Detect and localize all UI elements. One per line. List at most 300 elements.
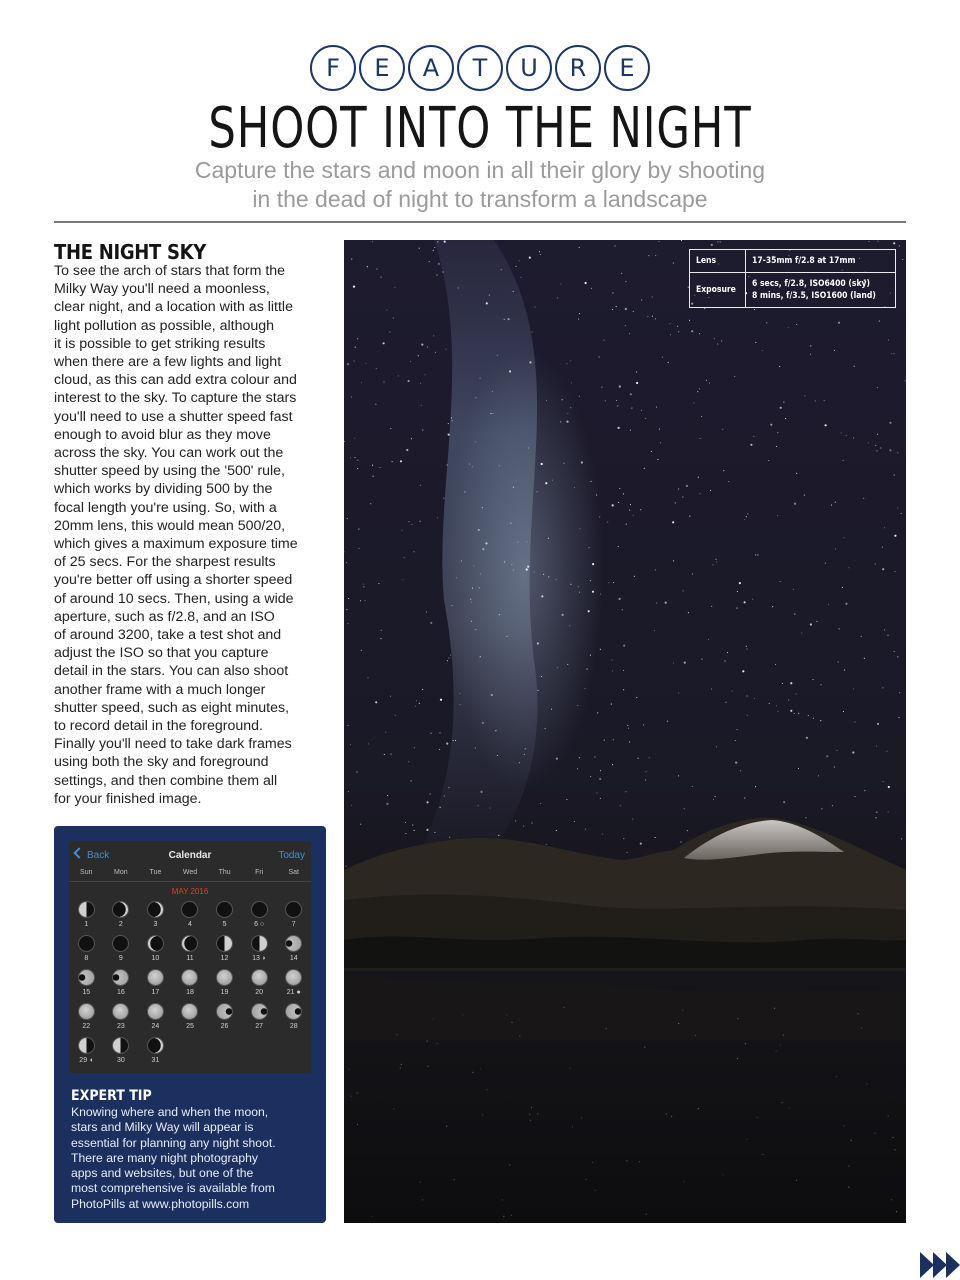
star (437, 241, 438, 242)
day-number: 6 ○ (254, 921, 265, 928)
reflected-star (572, 1126, 573, 1127)
star (479, 587, 480, 588)
star (350, 744, 351, 745)
star (501, 269, 502, 270)
star (375, 404, 376, 405)
star (828, 604, 829, 605)
star (590, 481, 591, 482)
star (482, 507, 483, 508)
moon-phase-icon (112, 969, 129, 986)
weekday-label: Mon (114, 869, 128, 876)
page-title: SHOOT INTO THE NIGHT (208, 96, 752, 161)
star (673, 262, 674, 263)
moon-phase-icon (216, 969, 233, 986)
star (681, 240, 682, 241)
star (387, 795, 388, 796)
body-line: detail in the stars. You can also shoot (54, 663, 289, 680)
body-line: shutter speed, such as eight minutes, (54, 699, 290, 716)
star (713, 799, 714, 800)
star (529, 361, 531, 363)
star (498, 835, 499, 836)
star (776, 705, 777, 706)
star (620, 805, 621, 806)
calendar-day[interactable] (242, 901, 277, 932)
star (543, 574, 544, 575)
star (372, 241, 373, 242)
arrow-right-icon (920, 1252, 934, 1278)
star (824, 400, 825, 401)
star (744, 601, 746, 603)
star (504, 561, 505, 562)
star (868, 241, 869, 242)
moon-phase-icon (78, 1003, 95, 1020)
reflected-star (626, 1160, 627, 1161)
reflected-star (782, 1102, 783, 1103)
weekday-label: Wed (182, 869, 198, 876)
calendar-day[interactable] (207, 935, 242, 966)
star (379, 467, 380, 468)
star (669, 323, 670, 324)
moon-phase-icon (251, 969, 268, 986)
star (511, 564, 512, 565)
exif-exposure-sky: 6 secs, f/2.8, ISO6400 (sky) (752, 279, 871, 289)
star (608, 582, 609, 583)
star (475, 441, 476, 442)
reflected-star (891, 1199, 892, 1200)
star (490, 413, 491, 414)
star (571, 382, 572, 383)
star (540, 803, 541, 804)
star (439, 732, 440, 733)
star (775, 664, 776, 665)
star (744, 519, 745, 520)
star (633, 515, 634, 516)
calendar-day[interactable] (138, 1037, 173, 1068)
calendar-day[interactable] (69, 1003, 104, 1034)
star (464, 491, 465, 492)
star (600, 594, 601, 595)
calendar-day[interactable] (242, 1003, 277, 1034)
star (439, 749, 440, 750)
reflected-star (776, 1051, 777, 1052)
reflected-star (836, 1076, 837, 1077)
calendar-day[interactable] (104, 969, 139, 1000)
star (701, 659, 702, 660)
reflected-star (789, 1107, 790, 1108)
star (768, 460, 769, 461)
day-number: 19 (220, 989, 229, 996)
star (556, 830, 557, 831)
star (678, 775, 679, 776)
star (422, 430, 423, 431)
star (652, 316, 653, 317)
star (630, 393, 632, 395)
star (497, 755, 498, 756)
star (448, 787, 449, 788)
star (821, 808, 822, 809)
calendar-today-button[interactable]: Today (278, 850, 305, 861)
calendar-day[interactable] (173, 901, 208, 932)
reflected-star (774, 1008, 775, 1009)
next-page-arrows-icon[interactable] (920, 1252, 959, 1278)
star (732, 690, 733, 691)
calendar-day[interactable] (276, 935, 311, 966)
star (433, 335, 434, 336)
star (853, 437, 854, 438)
star (596, 494, 597, 495)
calendar-day[interactable] (138, 935, 173, 966)
moon-phase-icon (285, 969, 302, 986)
star (566, 421, 568, 423)
star (665, 602, 667, 604)
body-line: of around 3200, take a test shot and (54, 627, 282, 644)
body-line: Finally you'll need to take dark frames (54, 736, 292, 753)
star (531, 822, 532, 823)
body-line: settings, and then combine them all (54, 772, 278, 789)
star (614, 245, 615, 246)
star (645, 418, 646, 419)
moon-phase-icon (285, 935, 302, 952)
star (880, 447, 881, 448)
star (877, 387, 878, 388)
star (449, 837, 450, 838)
star (640, 843, 642, 845)
calendar-day[interactable] (242, 935, 277, 966)
star (739, 582, 741, 584)
star (535, 307, 536, 308)
calendar-day[interactable] (276, 1003, 311, 1034)
star (419, 703, 420, 704)
star (843, 537, 844, 538)
star (848, 567, 849, 568)
star (630, 504, 631, 505)
moon-phase-icon (181, 935, 198, 952)
reflected-star (480, 1068, 481, 1069)
expert-tip-box (54, 826, 326, 1223)
star (566, 799, 567, 800)
reflected-star (671, 1116, 672, 1117)
star (835, 502, 836, 503)
star (579, 528, 580, 529)
star (357, 460, 358, 461)
star (579, 247, 580, 248)
reflected-star (737, 1058, 738, 1059)
star (475, 747, 476, 748)
reflected-star (569, 1068, 570, 1069)
reflected-star (678, 1023, 679, 1024)
star (411, 438, 412, 439)
feature-letter: R (555, 45, 601, 91)
star (668, 362, 669, 363)
star (863, 498, 864, 499)
star (877, 241, 878, 242)
exif-exposure-land: 8 mins, f/3.5, ISO1600 (land) (752, 291, 876, 301)
calendar-day[interactable] (207, 969, 242, 1000)
body-line: focal length you're using. So, with a (54, 499, 277, 516)
star (804, 495, 805, 496)
star (652, 296, 653, 297)
calendar-day[interactable] (173, 935, 208, 966)
calendar-day[interactable] (242, 969, 277, 1000)
day-number: 28 (289, 1023, 298, 1030)
star (813, 718, 814, 719)
star (351, 805, 352, 806)
reflected-star (563, 1007, 564, 1008)
moon-phase-icon (251, 935, 268, 952)
star (415, 706, 416, 707)
moon-phase-icon (181, 969, 198, 986)
star (589, 547, 590, 548)
star (357, 338, 358, 339)
star (806, 737, 808, 739)
star (697, 391, 698, 392)
calendar-day[interactable] (69, 969, 104, 1000)
star (720, 241, 721, 242)
star (708, 639, 709, 640)
star (673, 560, 674, 561)
reflected-star (861, 1028, 862, 1029)
calendar-day[interactable] (173, 969, 208, 1000)
star (897, 507, 898, 508)
reflected-star (357, 1124, 358, 1125)
arrow-right-icon (933, 1252, 947, 1278)
exif-lens-row (690, 250, 895, 273)
star (645, 771, 646, 772)
day-number: 20 (255, 989, 264, 996)
calendar-day[interactable] (138, 1003, 173, 1034)
star (634, 576, 635, 577)
weekday-label: Fri (255, 869, 264, 876)
tip-line: apps and websites, but one of the (71, 1166, 254, 1181)
star (815, 400, 816, 401)
day-number: 30 (116, 1057, 125, 1064)
star (452, 420, 453, 421)
calendar-day[interactable] (173, 1003, 208, 1034)
reflected-star (666, 1113, 667, 1114)
reflected-star (433, 1018, 434, 1019)
star (861, 636, 862, 637)
star (390, 428, 391, 429)
star (782, 683, 783, 684)
body-line: you'll need to use a shutter speed fast (54, 408, 293, 425)
star (348, 791, 349, 792)
star (592, 591, 594, 593)
star (364, 600, 365, 601)
star (445, 349, 446, 350)
star (562, 399, 563, 400)
star (551, 709, 552, 710)
star (541, 463, 543, 465)
star (497, 355, 498, 356)
moon-phase-icon (285, 901, 302, 918)
body-line: enough to avoid blur as they move (54, 426, 271, 443)
tip-line: stars and Milky Way will appear is (71, 1120, 254, 1135)
star (625, 325, 626, 326)
star (737, 729, 738, 730)
star (854, 722, 855, 723)
calendar-day[interactable] (69, 901, 104, 932)
day-number: 2 (118, 921, 123, 928)
star (528, 447, 529, 448)
star (472, 588, 473, 589)
star (453, 740, 454, 741)
calendar-day[interactable] (138, 901, 173, 932)
moon-phase-icon (78, 1037, 95, 1054)
star (882, 781, 883, 782)
body-line: for your finished image. (54, 790, 202, 807)
star (734, 376, 735, 377)
star (378, 583, 379, 584)
star (798, 768, 799, 769)
calendar-day[interactable] (104, 901, 139, 932)
star (562, 614, 564, 616)
star (882, 687, 883, 688)
star (638, 758, 639, 759)
reflected-star (747, 1139, 748, 1140)
star (711, 244, 713, 246)
star (632, 819, 633, 820)
calendar-day[interactable] (276, 901, 311, 932)
star (427, 801, 429, 803)
star (876, 812, 877, 813)
star (604, 340, 605, 341)
star (395, 715, 396, 716)
star (448, 434, 450, 436)
star (435, 352, 436, 353)
reflected-star (350, 1096, 351, 1097)
moon-phase-icon (147, 1003, 164, 1020)
star (879, 321, 880, 322)
star (612, 764, 613, 765)
calendar-day[interactable] (276, 969, 311, 1000)
star (715, 559, 716, 560)
star (472, 466, 473, 467)
body-line: it is possible to get striking results (54, 335, 266, 352)
star (777, 432, 778, 433)
star (599, 516, 600, 517)
star (478, 805, 479, 806)
star (884, 629, 885, 630)
star (524, 754, 525, 755)
moon-phase-icon (112, 935, 129, 952)
star (519, 260, 520, 261)
star (600, 649, 601, 650)
day-number: 14 (289, 955, 298, 962)
star (687, 830, 688, 831)
star (899, 692, 900, 693)
star (777, 711, 778, 712)
calendar-day[interactable] (104, 1003, 139, 1034)
star (905, 380, 906, 381)
calendar-day[interactable] (207, 1003, 242, 1034)
star (780, 581, 781, 582)
star (643, 724, 644, 725)
star (383, 381, 384, 382)
star (448, 423, 449, 424)
star (746, 649, 747, 650)
star (574, 487, 575, 488)
reflected-star (511, 1215, 512, 1216)
star (651, 451, 652, 452)
star (421, 344, 423, 346)
body-line: which works by dividing 500 by the (54, 481, 273, 498)
star (893, 353, 894, 354)
calendar-day[interactable] (104, 1037, 139, 1068)
star (471, 621, 472, 622)
body-line: of around 10 secs. Then, using a wide (54, 590, 294, 607)
star (363, 586, 364, 587)
star (443, 498, 444, 499)
standfirst-line: Capture the stars and moon in all their glory by shooting (194, 157, 766, 183)
star (810, 354, 811, 355)
star (556, 758, 558, 760)
calendar-day[interactable] (207, 901, 242, 932)
star (612, 670, 613, 671)
reflected-star (393, 1108, 394, 1109)
star (888, 340, 889, 341)
star (660, 442, 661, 443)
star (843, 711, 844, 712)
day-number: 25 (186, 1023, 194, 1030)
star (346, 866, 347, 867)
star (437, 517, 438, 518)
star (785, 418, 786, 419)
body-line: shutter speed by using the '500' rule, (54, 463, 285, 480)
calendar-day[interactable] (69, 1037, 104, 1068)
calendar-day[interactable] (69, 935, 104, 966)
star (699, 333, 700, 334)
star (776, 446, 777, 447)
star (386, 310, 387, 311)
star (623, 645, 625, 647)
calendar-day[interactable] (104, 935, 139, 966)
calendar-day[interactable] (138, 969, 173, 1000)
star (630, 430, 631, 431)
star (447, 464, 448, 465)
star (447, 660, 448, 661)
star (534, 571, 535, 572)
star (691, 330, 693, 332)
star (826, 755, 828, 757)
reflected-star (401, 1064, 402, 1065)
star (480, 656, 481, 657)
reflected-star (581, 1117, 582, 1118)
feature-letter: U (506, 45, 552, 91)
reflected-star (502, 1199, 503, 1200)
star (641, 300, 642, 301)
star (473, 565, 474, 566)
star (640, 509, 641, 510)
reflected-star (762, 1154, 763, 1155)
star (539, 251, 540, 252)
star (560, 421, 561, 422)
star (588, 610, 590, 612)
star (762, 350, 763, 351)
star (587, 669, 588, 670)
star (689, 516, 690, 517)
star (864, 790, 865, 791)
star (623, 670, 624, 671)
day-number: 11 (186, 955, 194, 962)
star (401, 530, 402, 531)
star (590, 580, 591, 581)
reflected-star (745, 1043, 746, 1044)
star (894, 535, 896, 537)
reflected-star (780, 1045, 781, 1046)
weekday-label: Tue (149, 869, 162, 876)
star (755, 342, 756, 343)
star (641, 410, 642, 411)
